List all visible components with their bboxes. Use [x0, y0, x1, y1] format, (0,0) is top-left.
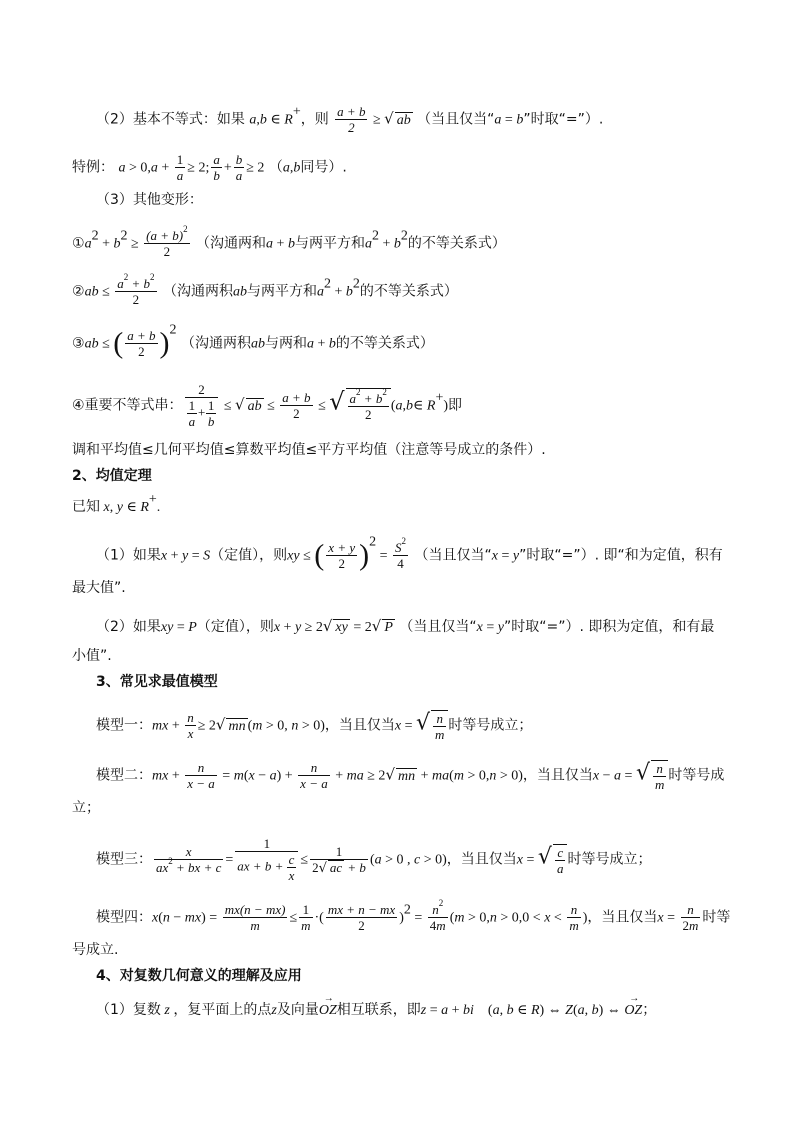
- model-1-label: 模型一：: [96, 717, 152, 734]
- section-4-title: [96, 966, 302, 986]
- sum-fixed: （定值），则: [210, 547, 288, 564]
- model-2-end: 时等号成: [668, 767, 725, 784]
- f2-note2: 与两平方和: [246, 283, 317, 300]
- model-1-when: ，当且仅当: [324, 717, 395, 734]
- complex-mid: ，复平面上的点: [173, 1002, 272, 1018]
- model-2-label: 模型二：: [96, 767, 152, 784]
- section-2-title: [72, 466, 152, 486]
- equality-note: （当且仅当“: [417, 111, 495, 128]
- formula-3: ③ab ≤ ( $\frac{a + b}{2}$ )$^2$ （沟通两积ab与两和a + b的不等关系式）: [72, 322, 434, 360]
- theorem-sum-line: （1）如果x + y = S（定值），则xy ≤ ( $\frac{x + y}{2}$ )$^2$ = $\frac{S^2}{4}$ （当且仅当“x = y”时取“=”）. 即“和为定值，积有: [96, 534, 723, 572]
- circle-1: ①: [72, 235, 85, 252]
- complex-end: ；: [642, 1002, 657, 1018]
- special-case-label: 特例：: [72, 159, 114, 176]
- model-3-end: 时等号成立；: [567, 851, 652, 868]
- product-cont-text: 小值”.: [72, 648, 112, 664]
- model-4-cont-text: 号成立.: [72, 942, 119, 958]
- complex-label: （1）复数: [96, 1002, 161, 1018]
- section-3-title: [96, 672, 218, 692]
- circle-2: ②: [72, 283, 85, 300]
- theorem-product-line: （2）如果xy = P（定值），则x + y ≥ 2√ xy = 2√ P （当且仅当“x = y”时取“=”）. 即积为定值，和有最: [96, 617, 715, 635]
- sum-cont-text: 最大值”.: [72, 580, 126, 596]
- f3-note: （沟通两积: [180, 335, 251, 352]
- basic-inequality-line: （2）基本不等式：如果 a,b ∈ R+，则 $\frac{a + b}{2}$ ≥ √ ab （当且仅当“a = b”时取“=”）.: [96, 104, 604, 135]
- section-2-title-text: 2、均值定理: [72, 468, 152, 484]
- f3-note2: 与两和: [264, 335, 307, 352]
- f2-note3: 的不等关系式）: [359, 283, 458, 300]
- model-2-cont-text: 立；: [72, 800, 100, 816]
- model-3-when: ，当且仅当: [446, 851, 517, 868]
- f1-note: （沟通两和: [196, 235, 267, 252]
- product-note2: ”时取“=”）. 即积为定值，和有最: [503, 619, 715, 635]
- sum-note2: ”时取“=”）. 即“和为定值，积有: [519, 547, 723, 564]
- mean-chain-text: 调和平均值≤几何平均值≤算数平均值≤平方平均值（注意等号成立的条件）.: [72, 442, 546, 458]
- f2-note: （沟通两积: [162, 283, 233, 300]
- product-fixed: （定值），则: [196, 619, 274, 635]
- complex-line: （1）复数 z ，复平面上的点z及向量→ OZ相互联系，即z = a + bi (a, b ∈ R) ⇔ Z(a, b) ⇔ → OZ；: [96, 1000, 656, 1021]
- formula-2: ②ab ≤ $\frac{a^2 + b^2}{2}$ （沟通两积ab与两平方和$a^2 + b^2$的不等关系式）: [72, 272, 458, 307]
- f4-end: 即: [448, 397, 463, 414]
- sum-label: （1）如果: [96, 547, 161, 564]
- special-case-line: 特例： a > 0,a + $\frac{1}{a}$ ≥ 2; $\frac{a}{b}$ + $\frac{b}{a}$ ≥ 2 （a,b同号）.: [72, 152, 347, 183]
- model-4-cont: [72, 940, 118, 960]
- sum-note: （当且仅当“: [414, 547, 492, 564]
- other-transforms-text: （3）其他变形：: [96, 192, 203, 208]
- model-1-line: 模型一：mx + $\frac{n}{x}$ ≥ 2√ mn (m > 0, n > 0)，当且仅当x = √ $\frac{n}{m}$ 时等号成立；: [96, 710, 533, 742]
- model-4-label: 模型四：: [96, 909, 152, 926]
- other-transforms-label: [96, 190, 203, 210]
- formula-1: $①a^2 + b^2$ ≥ $\frac{(a + b)^2}{2}$ （沟通两和a + b与两平方和$a^2 + b^2$的不等关系式）: [72, 224, 506, 259]
- product-label: （2）如果: [96, 619, 161, 635]
- equality-note-end: ”时取“=”）.: [523, 111, 604, 128]
- f4-label: ④重要不等式串：: [72, 397, 183, 414]
- f3-note3: 的不等关系式）: [335, 335, 434, 352]
- model-1-end: 时等号成立；: [448, 717, 533, 734]
- formula-4: ④重要不等式串： 2 $\frac{1}{a}$ + $\frac{1}{b}$ ≤ √ ab ≤ $\frac{a + b}{2}$ ≤ √ $\frac{a^2 + b^2}{2}$ (a,b∈ R+)即: [72, 382, 463, 429]
- theorem-product-cont: [72, 646, 112, 666]
- theorem-sum-cont: [72, 578, 126, 598]
- model-4-when: ，当且仅当: [587, 909, 658, 926]
- known-line: 已知 x, y ∈ R+.: [72, 492, 161, 515]
- basic-inequality-label: （2）基本不等式：如果: [96, 111, 245, 128]
- then-text: ，则: [300, 111, 329, 128]
- model-3-label: 模型三：: [96, 851, 152, 868]
- circle-3: ③: [72, 335, 85, 352]
- model-4-line: 模型四：x(n − mx) = $\frac{mx(n - mx)}{m}$ ≤ $\frac{1}{m}$ ·( $\frac{mx + n - mx}{2}$ )$^2$ = $\frac{n^2}{4m}$ (m > 0,n > 0,0 < x < $\frac{n}{m}$ )，当且仅当x = $\frac{n}{2m}$ 时等: [96, 898, 731, 933]
- complex-mid3: 相互联系，即: [336, 1002, 421, 1018]
- f1-note2: 与两平方和: [294, 235, 365, 252]
- f1-note3: 的不等关系式）: [407, 235, 506, 252]
- mean-chain-line: [72, 440, 546, 460]
- complex-mid2: 及向量: [276, 1002, 319, 1018]
- section-4-title-text: 4、对复数几何意义的理解及应用: [96, 968, 302, 984]
- product-note: （当且仅当“: [399, 619, 477, 635]
- special-note: （: [268, 159, 283, 176]
- model-4-end: 时等: [702, 909, 731, 926]
- known-text: 已知: [72, 499, 100, 515]
- model-3-line: 模型三： $\frac{x}{ax^2 + bx + c}$ = 1 ax + b + $\frac{c}{x}$ ≤ $\frac{1}{2√ ac + b}$ (a > 0 , c > 0)，当且仅当x = √ $\frac{c}{a}$ 时等号成立；: [96, 836, 652, 883]
- model-2-when: ，当且仅当: [522, 767, 593, 784]
- model-2-cont: [72, 798, 100, 818]
- special-note-end: 同号）.: [300, 159, 347, 176]
- model-2-line: 模型二：mx + $\frac{n}{x - a}$ = m(x − a) + $\frac{n}{x - a}$ + ma ≥ 2√ mn + ma(m > 0,n > 0)，当且仅当x − a = √ $\frac{n}{m}$ 时等号成: [96, 760, 725, 792]
- section-3-title-text: 3、常见求最值模型: [96, 674, 218, 690]
